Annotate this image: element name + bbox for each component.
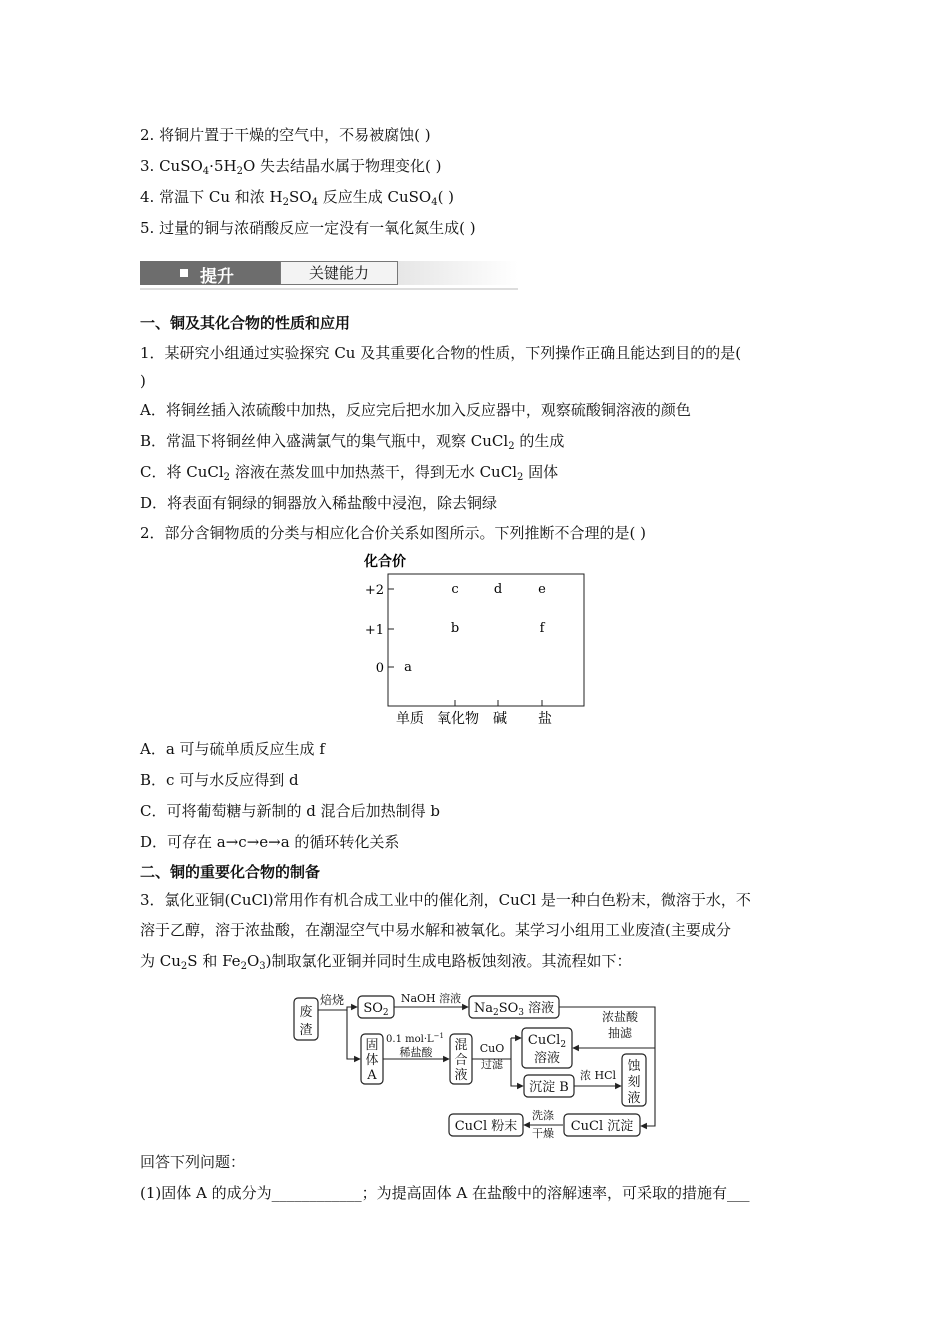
q3-line2: 溶于乙醇，溶于浓盐酸，在潮湿空气中易水解和被氧化。某学习小组用工业废渣(主要成分 [140,921,731,939]
answer-prompt: 回答下列问题： [140,1153,246,1171]
chart-xticks [396,700,552,727]
label-solid-a-3: A [367,1068,377,1083]
banner-rule [140,288,518,290]
label-waste-2: 渣 [299,1023,313,1038]
label-mixed-1: 混 [454,1038,468,1053]
review-item-3: 3. $CuSO_4\cdot 5H_2O$ 失去结晶水属于物理变化( ) [140,157,442,177]
review-item-5: 5. 过量的铜与浓硝酸反应一定没有一氧化氮生成( ) [140,219,476,237]
banner-tag [140,261,280,285]
banner-shade [398,261,518,285]
chart-point-e: e [538,582,546,597]
label-wash: 洗涤 [532,1109,554,1122]
label-dilute-hcl: 稀盐酸 [399,1046,433,1059]
q2-option-b: B．c 可与水反应得到 d [140,771,299,789]
arrow-roast-solid [347,1010,360,1059]
xtick-label: 单质 [396,711,424,727]
ytick-label: 0 [375,661,384,676]
chart-frame [388,574,584,706]
xtick-label: 氧化物 [437,711,479,727]
review-item-2: 2. 将铜片置于干燥的空气中，不易被腐蚀( ) [140,126,431,144]
q2-stem: 2．部分含铜物质的分类与相应化合价关系如图所示。下列推断不合理的是( ) [140,524,647,542]
chart-points [404,582,546,675]
chart-yticks [365,583,394,676]
label-filter: 过滤 [481,1058,503,1071]
label-precip-b: 沉淀 B [529,1080,569,1095]
label-conc-hcl2: 浓 HCl [579,1069,617,1082]
label-solid-a-1: 固 [365,1038,379,1053]
valence-chart [355,548,595,730]
ytick-label: +2 [364,583,384,598]
label-etch-3: 液 [627,1091,641,1106]
q2-option-a: A．a 可与硫单质反应生成 f [140,740,325,758]
q1-option-d: D．将表面有铜绿的铜器放入稀盐酸中浸泡，除去铜绿 [140,494,498,512]
process-flow-diagram [285,978,670,1142]
label-dry: 干燥 [532,1127,554,1140]
ytick-label: +1 [364,623,384,638]
label-suction: 抽滤 [607,1026,633,1040]
label-so2: $SO_2$ [363,1001,389,1018]
q1-option-c: C．将 CuCl$_2$ 溶液在蒸发皿中加热蒸干，得到无水 CuCl$_2$ 固体 [140,463,559,483]
chart-ylabel: 化合价 [364,554,406,570]
label-cucl2-1: CuCl$_2$ [527,1033,567,1050]
chart-point-b: b [450,621,460,636]
q1-stem-line1: 1．某研究小组通过实验探究 Cu 及其重要化合物的性质，下列操作正确且能达到目的的是( [140,344,742,362]
section-banner [140,258,518,290]
label-etch-1: 蚀 [627,1059,641,1074]
section2-title: 二、铜的重要化合物的制备 [140,863,321,881]
chart-point-a: a [404,660,412,675]
q1-option-a: A．将铜丝插入浓硫酸中加热，反应完后把水加入反应器中，观察硫酸铜溶液的颜色 [140,401,691,419]
xtick-label: 碱 [493,711,507,727]
chart-point-f: f [539,621,545,636]
banner-tag-text: 提升 [200,267,234,287]
label-conc-hcl: 浓盐酸 [601,1010,639,1024]
arrow-na2so3-line [559,1007,655,1126]
q1-stem-line2: ) [140,372,146,390]
label-cucl-precip: CuCl 沉淀 [570,1119,634,1134]
q3-part1: (1)固体 A 的成分为____________；为提高固体 A 在盐酸中的溶解速率，可采取的措施有___ [140,1184,750,1202]
q2-option-c: C．可将葡萄糖与新制的 d 混合后加热制得 b [140,802,440,820]
label-waste-1: 废 [299,1005,313,1020]
label-mixed-3: 液 [454,1068,468,1083]
q3-line3: 为 $Cu_2S$ 和 $Fe_2O_3$)制取氯化亚铜并同时生成电路板蚀刻液。其流程如下： [140,952,632,972]
chart-point-d: d [493,582,503,597]
label-cucl-powder: CuCl 粉末 [454,1119,518,1134]
label-mixed-2: 合 [454,1053,468,1068]
label-acid-conc: 0.1 $mol\cdot L^{-1}$ [386,1032,444,1045]
section1-title: 一、铜及其化合物的性质和应用 [140,314,351,332]
label-etch-2: 刻 [627,1075,641,1090]
label-cucl2-2: 溶液 [533,1051,561,1066]
chart-point-c: c [451,582,459,597]
review-item-4: 4. 常温下 Cu 和浓 $H_2SO_4$ 反应生成 CuSO$_4$( ) [140,188,455,208]
label-na2so3: $Na_2SO_3$ 溶液 [473,1001,555,1018]
label-roast: 焙烧 [319,993,345,1007]
banner-title: 关键能力 [280,261,398,285]
arrow-roast-so2 [318,1007,357,1010]
q3-line1: 3．氯化亚铜(CuCl)常用作有机合成工业中的催化剂，CuCl 是一种白色粉末，微溶于水，不 [140,891,751,909]
xtick-label: 盐 [538,711,552,727]
q2-option-d: D．可存在 a→c→e→a 的循环转化关系 [140,833,400,851]
label-cuo: CuO [479,1042,505,1055]
square-icon [180,269,188,277]
q1-option-b: B．常温下将铜丝伸入盛满氯气的集气瓶中，观察 CuCl$_2$ 的生成 [140,432,565,452]
label-solid-a-2: 体 [365,1053,379,1068]
arrow-to-precip [511,1038,523,1086]
label-naoh: NaOH 溶液 [400,992,462,1005]
